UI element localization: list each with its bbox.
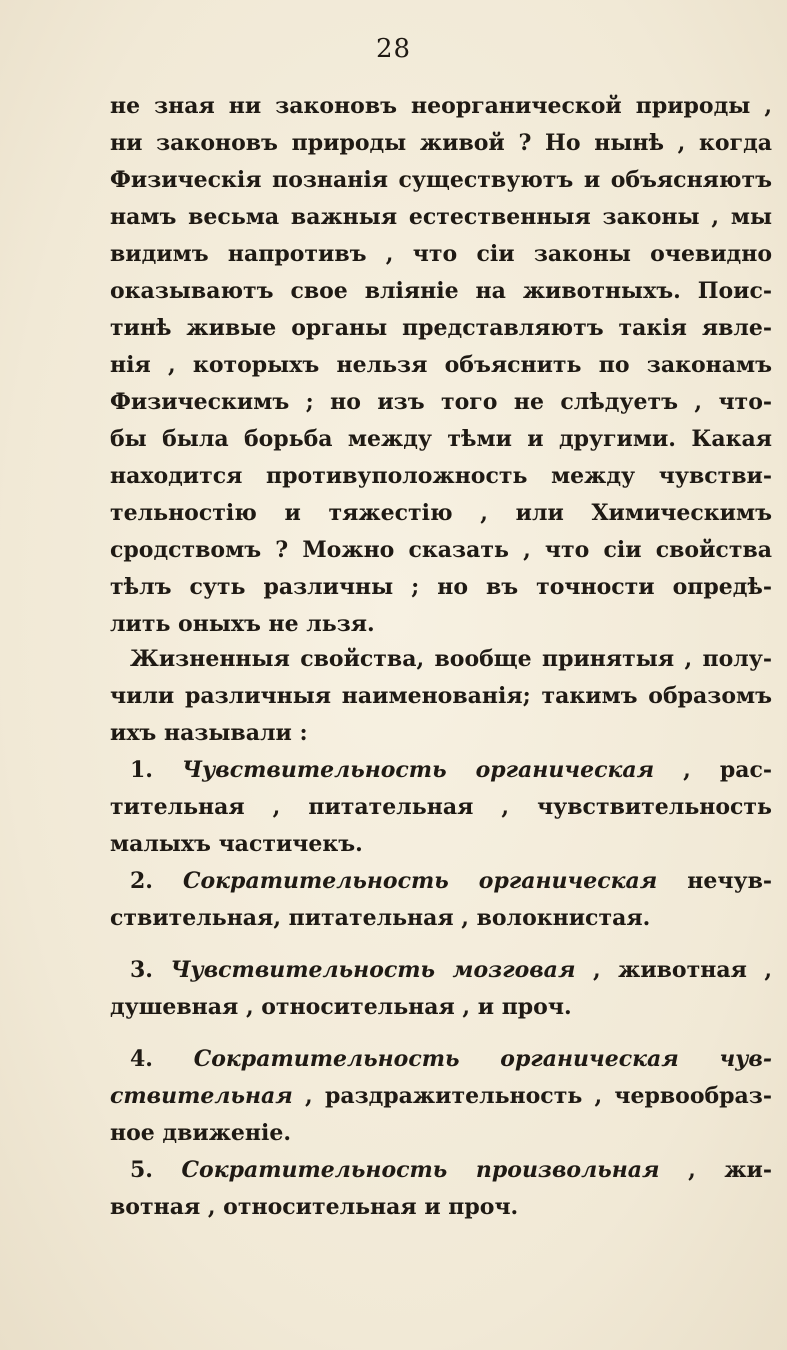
text-line: бы была борьба между тѣми и другими. Какая xyxy=(110,426,772,452)
text-line: тѣлъ суть различны ; но въ точности опредѣ- xyxy=(110,574,772,600)
text-line: видимъ напротивъ , что сiи законы очевидно xyxy=(110,241,772,267)
text-line: тинѣ живые органы представляютъ такiя явле- xyxy=(110,315,772,341)
item-number: 5. xyxy=(130,1157,153,1183)
paragraph-2 xyxy=(110,641,772,752)
text-line: ихъ называли : xyxy=(110,720,308,746)
item-text: , жи- xyxy=(688,1157,772,1183)
list-item-2 xyxy=(110,863,772,937)
item-term: Чувствительность органическая xyxy=(182,757,655,783)
text-line xyxy=(110,1078,772,1115)
text-line: малыхъ частичекъ. xyxy=(110,831,363,857)
item-number: 1. xyxy=(130,757,153,783)
text-line: Физическимъ ; но изъ того не слѣдуетъ , что- xyxy=(110,389,772,415)
paragraph-1 xyxy=(110,88,772,643)
item-text: , раздражительность , червообраз- xyxy=(305,1083,772,1109)
item-term: Сократительность органическая чув- xyxy=(193,1046,772,1072)
text-line: сродствомъ ? Можно сказать , что сiи свойства xyxy=(110,537,772,563)
list-item-5 xyxy=(110,1152,772,1226)
item-text: , рас- xyxy=(683,757,772,783)
text-line: лить оныхъ не льзя. xyxy=(110,611,375,637)
text-line: оказываютъ свое влiянiе на животныхъ. Поис- xyxy=(110,278,772,304)
text-line: ное движенiе. xyxy=(110,1120,292,1146)
item-term: Чувствительность мозговая xyxy=(170,957,576,983)
text-line: нiя , которыхъ нельзя объяснить по законамъ xyxy=(110,352,772,378)
text-line: находится противуположность между чувстви- xyxy=(110,463,772,489)
text-line xyxy=(110,752,772,789)
text-line: тительная , питательная , чувствительность xyxy=(110,794,772,820)
text-line xyxy=(110,1041,772,1078)
text-line xyxy=(110,1152,772,1189)
text-line: тельностiю и тяжестiю , или Химическимъ xyxy=(110,500,772,526)
text-line: душевная , относительная , и проч. xyxy=(110,994,572,1020)
page-number: 28 xyxy=(375,34,412,64)
list-item-1 xyxy=(110,752,772,863)
list-item-4 xyxy=(110,1041,772,1152)
text-line xyxy=(110,863,772,900)
text-line: вотная , относительная и проч. xyxy=(110,1194,519,1220)
text-line: намъ весьма важныя естественныя законы , мы xyxy=(110,204,772,230)
item-number: 3. xyxy=(130,957,153,983)
item-term: Сократительность органическая xyxy=(182,868,658,894)
text-line xyxy=(110,952,772,989)
text-line: ни законовъ природы живой ? Но нынѣ , когда xyxy=(110,130,772,156)
text-line: Физическiя познанiя существуютъ и объясняютъ xyxy=(110,167,772,193)
text-line: Жизненныя свойства, вообще принятыя , полу- xyxy=(130,646,772,672)
item-number: 2. xyxy=(130,868,153,894)
item-term-continued: ствительная xyxy=(110,1083,293,1109)
text-line: чили различныя наименованiя; такимъ образомъ xyxy=(110,683,772,709)
item-number: 4. xyxy=(130,1046,153,1072)
text-line: ствительная, питательная , волокнистая. xyxy=(110,905,651,931)
text-line: не зная ни законовъ неорганической природы , xyxy=(110,93,772,119)
item-text: нечув- xyxy=(687,868,772,894)
item-text: , животная , xyxy=(592,957,772,983)
list-item-3 xyxy=(110,952,772,1026)
item-term: Сократительность произвольная xyxy=(181,1157,660,1183)
